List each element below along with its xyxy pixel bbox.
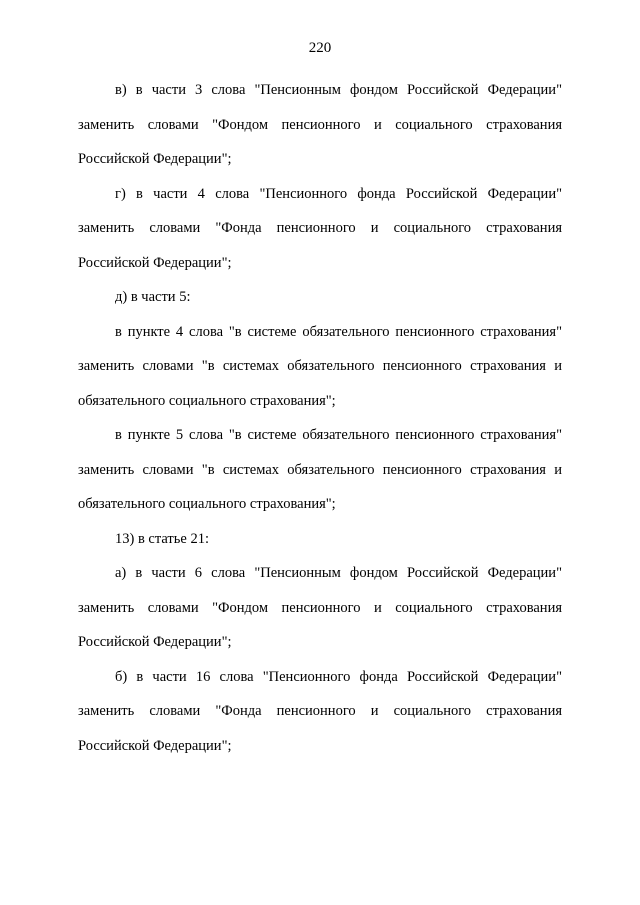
document-body	[78, 73, 562, 763]
paragraph-amendment-b: б) в части 16 слова "Пенсионного фонда Российской Федерации" заменить словами "Фонда пенсионного и социального страхования Российской Федерации";	[78, 668, 562, 754]
paragraph-amendment-a: а) в части 6 слова "Пенсионным фондом Российской Федерации" заменить словами "Фондом пенсионного и социального страхования Российской Федерации";	[78, 565, 562, 650]
paragraph-amendment-v: в) в части 3 слова "Пенсионным фондом Российской Федерации" заменить словами "Фондом пенсионного и социального страхования Российской Федерации";	[78, 82, 562, 167]
paragraph-item-4: в пункте 4 слова "в системе обязательного пенсионного страхования" заменить словами "в системах обязательного пенсионного страхования и обязательного социального страхования";	[78, 323, 562, 409]
paragraph-item-5: в пункте 5 слова "в системе обязательного пенсионного страхования" заменить словами "в системах обязательного пенсионного страхования и обязательного социального страхования";	[78, 427, 562, 512]
page-number: 220	[308, 40, 332, 56]
paragraph-article-21: 13) в статье 21:	[115, 530, 209, 547]
paragraph-amendment-d: д) в части 5:	[115, 289, 191, 305]
paragraph-amendment-g: г) в части 4 слова "Пенсионного фонда Российской Федерации" заменить словами "Фонда пенсионного и социального страхования Российской Федерации";	[78, 185, 562, 271]
